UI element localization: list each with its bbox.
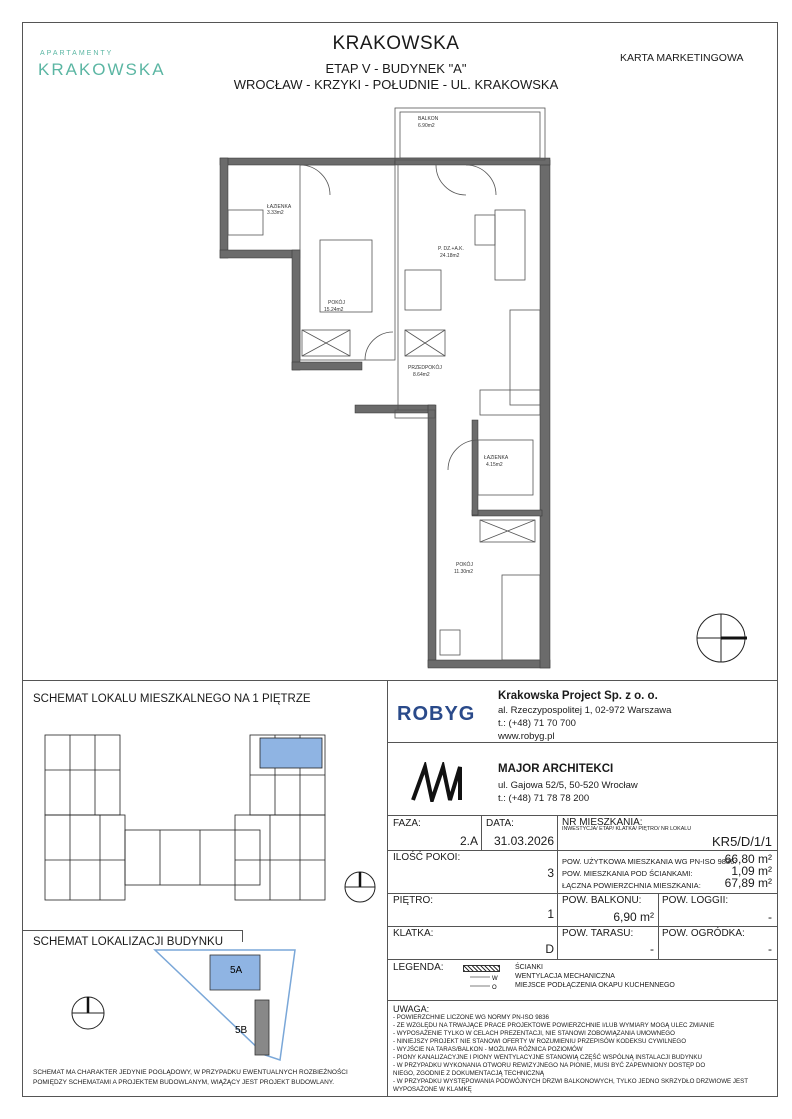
major-company: MAJOR ARCHITEKCI bbox=[498, 763, 614, 775]
highlighted-unit bbox=[260, 738, 322, 768]
divider bbox=[387, 815, 778, 816]
room-label: ŁAZIENKA bbox=[484, 455, 509, 461]
pietro-label: PIĘTRO: bbox=[393, 895, 434, 906]
note-line: - NINIEJSZY PROJEKT NIE STANOWI OFERTY W ROZUMIENIU PRZEPISÓW KODEKSU CYWILNEGO bbox=[393, 1038, 687, 1045]
note-line: - PIONY KANALIZACYJNE I PIONY WENTYLACYJNE STANOWIĄ CZĘŚĆ WSPÓLNĄ INSTALACJI BUDYNKU bbox=[393, 1054, 702, 1061]
klatka-label: KLATKA: bbox=[393, 928, 434, 939]
divider bbox=[387, 893, 778, 894]
ogrodek-value: - bbox=[768, 942, 772, 956]
room-label: BALKON bbox=[418, 116, 439, 122]
disclaimer bbox=[33, 1068, 348, 1088]
robyg-phone: t.: (+48) 71 70 700 bbox=[498, 718, 576, 729]
room-label: POKÓJ bbox=[328, 300, 345, 306]
nr-label: NR MIESZKANIA: bbox=[562, 817, 643, 828]
pow-laczna-label: ŁĄCZNA POWIERZCHNIA MIESZKANIA: bbox=[562, 881, 701, 890]
major-phone: t.: (+48) 71 78 78 200 bbox=[498, 793, 590, 804]
taras-label: POW. TARASU: bbox=[562, 928, 634, 939]
divider bbox=[387, 742, 778, 743]
room-area: 24.18m2 bbox=[440, 253, 460, 259]
room-area: 6.90m2 bbox=[418, 123, 435, 129]
klatka-value: D bbox=[545, 942, 554, 956]
divider bbox=[387, 1000, 778, 1001]
pow-sciany-value: 1,09 m² bbox=[731, 864, 772, 878]
note-line: - POWIERZCHNIE LICZONE WG NORMY PN-ISO 9836 bbox=[393, 1014, 549, 1021]
room-area: 3.33m2 bbox=[267, 210, 284, 216]
compass-icon bbox=[343, 870, 377, 904]
pokoi-value: 3 bbox=[547, 866, 554, 880]
balkon-label: POW. BALKONU: bbox=[562, 895, 642, 906]
divider bbox=[658, 893, 659, 959]
scheme-building-title: SCHEMAT LOKALIZACJI BUDYNKU bbox=[33, 936, 224, 948]
card-label: KARTA MARKETINGOWA bbox=[620, 52, 744, 64]
vent-o-mark: O bbox=[492, 985, 497, 991]
room-area: 15.24m2 bbox=[324, 307, 344, 313]
note-line: - W PRZYPADKU WYSTĘPOWANIA PODWÓJNYCH DRZWI BALKONOWYCH, TYLKO JEDNO SKRZYDŁO DRZWIOWE JEST bbox=[393, 1078, 749, 1085]
legend-item: WENTYLACJA MECHANICZNA bbox=[515, 973, 615, 980]
floor-plan bbox=[215, 100, 555, 670]
balkon-value: 6,90 m² bbox=[613, 910, 654, 924]
wall-legend-swatch bbox=[463, 965, 500, 972]
pokoi-label: ILOŚĆ POKOI: bbox=[393, 852, 461, 863]
pietro-value: 1 bbox=[547, 907, 554, 921]
faza-value: 2.A bbox=[459, 834, 478, 848]
taras-value: - bbox=[650, 942, 654, 956]
note-line: - WYJŚCIE NA TARAS/BALKON - MOŻLIWA RÓŻNICA POZIOMÓW bbox=[393, 1046, 583, 1053]
pow-uzyt-label: POW. UŻYTKOWA MIESZKANIA WG PN-ISO 9836: bbox=[562, 857, 737, 866]
room-area: 11.30m2 bbox=[454, 569, 474, 575]
divider bbox=[387, 959, 778, 960]
disclaimer-line: POMIĘDZY SCHEMATAMI A PROJEKTEM BUDOWLANYM, WIĄŻĄCY JEST PROJEKT BUDOWLANY. bbox=[33, 1079, 335, 1086]
pow-laczna-value: 67,89 m² bbox=[724, 876, 772, 890]
floor-scheme bbox=[40, 730, 330, 910]
scheme-floor-title: SCHEMAT LOKALU MIESZKALNEGO NA 1 PIĘTRZE bbox=[33, 693, 311, 705]
page-title: KRAKOWSKA bbox=[332, 33, 460, 54]
robyg-address: al. Rzeczypospolitej 1, 02-972 Warszawa bbox=[498, 705, 672, 716]
nr-sub: INWESTYCJA/ ETAP/ KLATKA/ PIĘTRO/ NR LOKALU bbox=[562, 826, 692, 832]
compass-icon bbox=[70, 995, 106, 1031]
data-label: DATA: bbox=[486, 818, 514, 829]
divider bbox=[387, 926, 778, 927]
notes-label: UWAGA: bbox=[393, 1004, 430, 1014]
disclaimer-line: SCHEMAT MA CHARAKTER JEDYNIE POGLĄDOWY, W PRZYPADKU EWENTUALNYCH ROZBIEŻNOŚCI bbox=[33, 1069, 348, 1076]
vent-w-mark: W bbox=[492, 976, 498, 982]
faza-label: FAZA: bbox=[393, 818, 421, 829]
divider bbox=[557, 815, 558, 959]
note-line: - W PRZYPADKU WYKONANIA OTWORU REWIZYJNEGO NA PIONIE, MUSI BYĆ ZAPEWNIONY DOSTĘP DO bbox=[393, 1062, 706, 1069]
data-value: 31.03.2026 bbox=[493, 834, 554, 848]
robyg-company: Krakowska Project Sp. z o. o. bbox=[498, 690, 658, 702]
building-label-a: 5A bbox=[230, 965, 243, 976]
ogrodek-label: POW. OGRÓDKA: bbox=[662, 928, 745, 939]
north-arrow-icon bbox=[693, 610, 749, 666]
major-logo-icon bbox=[410, 762, 465, 802]
note-line: NIEGO, ZGODNIE Z DOKUMENTACJĄ TECHNICZNĄ bbox=[393, 1070, 545, 1077]
room-label: P. DZ.+A.K. bbox=[438, 246, 464, 252]
page-subtitle: ETAP V - BUDYNEK "A" bbox=[325, 61, 467, 76]
divider bbox=[387, 850, 778, 851]
notes-list bbox=[393, 1014, 773, 1094]
divider bbox=[22, 680, 778, 681]
loggia-label: POW. LOGGII: bbox=[662, 895, 729, 906]
page-address: WROCŁAW - KRZYKI - POŁUDNIE - UL. KRAKOWSKA bbox=[233, 77, 559, 92]
pow-uzyt-value: 66,80 m² bbox=[724, 852, 772, 866]
legend-item: MIEJSCE PODŁĄCZENIA OKAPU KUCHENNEGO bbox=[515, 982, 675, 989]
room-label: PRZEDPOKÓJ bbox=[408, 365, 442, 371]
room-label: ŁAZIENKA bbox=[267, 204, 292, 210]
vent-legend-icon bbox=[470, 973, 510, 991]
brand-small: APARTAMENTY bbox=[40, 50, 114, 57]
legend-label: LEGENDA: bbox=[393, 962, 444, 973]
brand-logo: KRAKOWSKA bbox=[38, 60, 166, 79]
note-line: WYPOSAŻONE W KLAMKĘ bbox=[393, 1086, 472, 1093]
note-line: - ZE WZGLĘDU NA TRWAJĄCE PRACE PROJEKTOWE POWIERZCHNIE I/LUB WYMIARY MOGĄ ULEC ZMIANIE bbox=[393, 1022, 715, 1029]
nr-value: KR5/D/1/1 bbox=[712, 834, 772, 849]
room-label: POKÓJ bbox=[456, 562, 473, 568]
pow-sciany-label: POW. MIESZKANIA POD ŚCIANKAMI: bbox=[562, 869, 693, 878]
room-area: 4.15m2 bbox=[486, 462, 503, 468]
robyg-logo: ROBYG bbox=[397, 703, 476, 725]
building-label-b: 5B bbox=[235, 1025, 248, 1036]
building-scheme bbox=[150, 945, 310, 1065]
legend-item: ŚCIANKI bbox=[515, 964, 544, 971]
major-address: ul. Gajowa 52/5, 50-520 Wrocław bbox=[498, 780, 638, 791]
divider bbox=[242, 930, 243, 942]
robyg-web: www.robyg.pl bbox=[498, 731, 555, 742]
note-line: - WYPOSAŻENIE TYLKO W CELACH PREZENTACJI, NIE STANOWI ZOBOWIĄZANIA UMOWNEGO bbox=[393, 1030, 675, 1037]
loggia-value: - bbox=[768, 910, 772, 924]
divider bbox=[22, 930, 242, 931]
room-area: 8.64m2 bbox=[413, 372, 430, 378]
